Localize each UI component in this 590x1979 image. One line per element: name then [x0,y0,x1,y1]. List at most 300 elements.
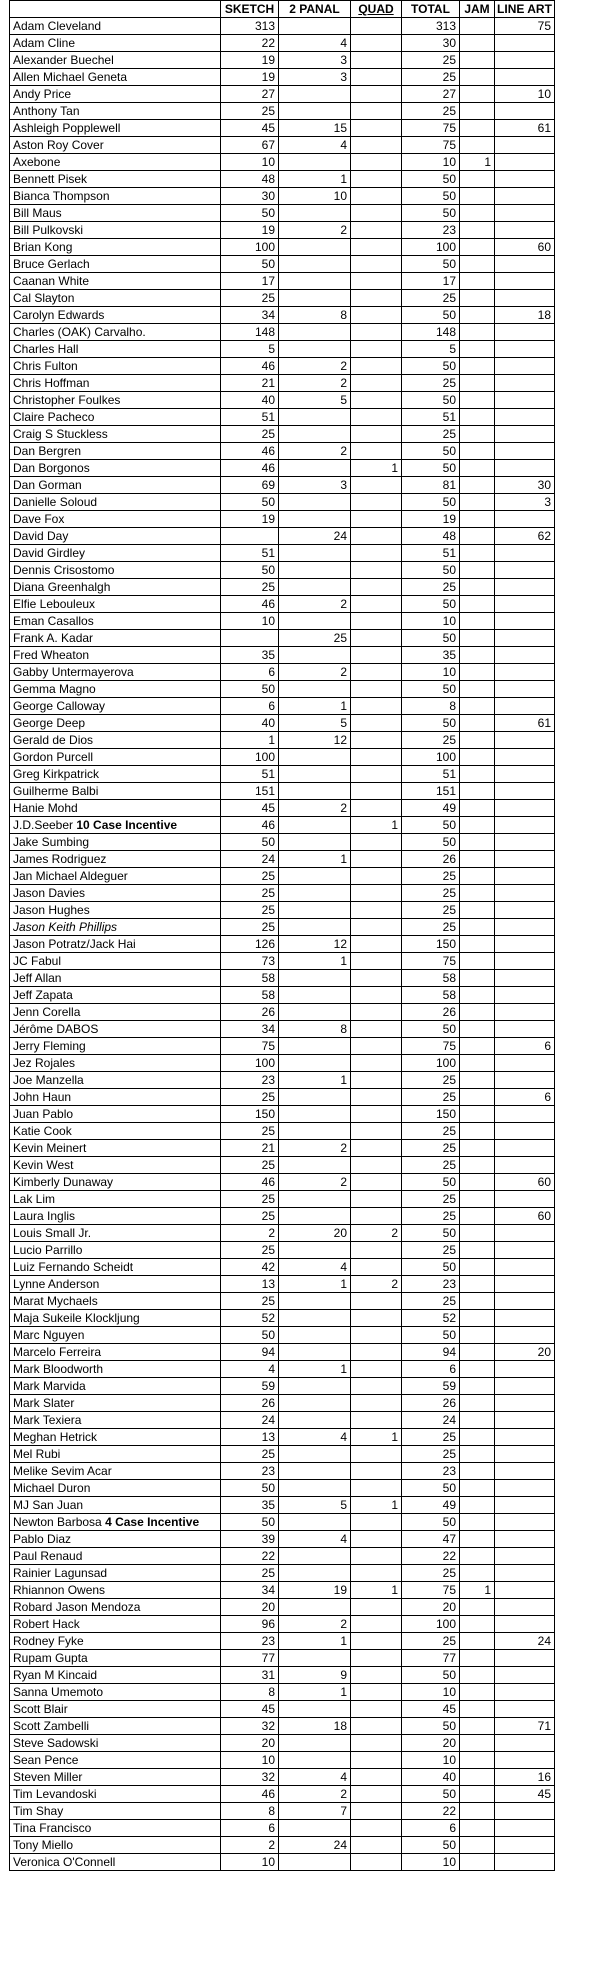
sketch-cell: 73 [221,953,279,970]
table-row [10,1004,555,1021]
artist-name: Robard Jason Mendoza [13,1600,141,1614]
artist-name: Aston Roy Cover [13,138,104,152]
table-row [10,1735,555,1752]
artist-name: Steven Miller [13,1770,83,1784]
artist-name-cell [10,1429,221,1446]
quad-cell [351,1752,402,1769]
artist-name: Jason Potratz/Jack Hai [13,937,136,951]
jam-cell [460,1208,495,1225]
sketch-cell: 23 [221,1633,279,1650]
jam-cell [460,868,495,885]
quad-cell [351,1140,402,1157]
jam-cell [460,596,495,613]
artist-name-cell [10,1786,221,1803]
quad-cell [351,1327,402,1344]
sketch-cell: 25 [221,1123,279,1140]
artist-name: Bruce Gerlach [13,257,90,271]
total-cell: 100 [402,1616,460,1633]
artist-name-cell [10,783,221,800]
total-cell: 50 [402,1259,460,1276]
two-panal-cell [279,545,351,562]
artist-name: Kevin West [13,1158,74,1172]
sketch-cell: 25 [221,868,279,885]
table-row [10,919,555,936]
sketch-cell: 23 [221,1463,279,1480]
jam-cell [460,1378,495,1395]
table-row [10,851,555,868]
total-cell: 25 [402,1191,460,1208]
quad-cell [351,902,402,919]
sketch-cell: 19 [221,511,279,528]
jam-cell [460,239,495,256]
artist-name: Kevin Meinert [13,1141,87,1155]
artist-name: Lak Lim [13,1192,56,1206]
sketch-cell: 45 [221,1701,279,1718]
line-art-cell [495,885,555,902]
total-cell: 150 [402,1106,460,1123]
sketch-cell: 50 [221,256,279,273]
total-cell: 50 [402,1021,460,1038]
table-row [10,188,555,205]
table-row [10,103,555,120]
jam-cell [460,647,495,664]
sketch-cell: 25 [221,919,279,936]
total-cell: 313 [402,18,460,35]
line-art-cell [495,1650,555,1667]
two-panal-cell [279,766,351,783]
jam-cell [460,1497,495,1514]
artist-name-cell [10,647,221,664]
jam-cell [460,1072,495,1089]
artist-name-cell [10,69,221,86]
two-panal-cell: 2 [279,596,351,613]
artist-name-cell [10,1633,221,1650]
artist-name-cell [10,1463,221,1480]
line-art-cell [495,1803,555,1820]
artist-name-cell [10,1293,221,1310]
artist-name-cell [10,851,221,868]
table-row [10,834,555,851]
two-panal-cell: 1 [279,851,351,868]
jam-cell [460,1565,495,1582]
line-art-cell [495,358,555,375]
jam-cell [460,834,495,851]
two-panal-cell: 1 [279,1072,351,1089]
total-cell: 50 [402,358,460,375]
artist-name: Bill Pulkovski [13,223,84,237]
quad-cell [351,1157,402,1174]
quad-cell [351,681,402,698]
artist-name: Eman Casallos [13,614,94,628]
sketch-cell: 31 [221,1667,279,1684]
line-art-cell: 45 [495,1786,555,1803]
artist-name-cell [10,545,221,562]
sketch-cell: 6 [221,1820,279,1837]
artist-name-cell [10,1497,221,1514]
quad-cell [351,1412,402,1429]
quad-cell [351,800,402,817]
artist-name: James Rodriguez [13,852,107,866]
table-row [10,1344,555,1361]
artist-name: MJ San Juan [13,1498,84,1512]
artist-name: J.D.Seeber [13,818,74,832]
total-cell: 5 [402,341,460,358]
quad-cell [351,970,402,987]
total-cell: 25 [402,1293,460,1310]
artist-name: Scott Zambelli [13,1719,90,1733]
artist-name: Jeff Allan [13,971,62,985]
line-art-cell [495,596,555,613]
artist-name-cell [10,1276,221,1293]
two-panal-cell [279,1446,351,1463]
table-row [10,239,555,256]
artist-name-cell [10,358,221,375]
table-row [10,698,555,715]
sketch-cell: 25 [221,426,279,443]
quad-cell [351,1786,402,1803]
line-art-cell [495,1701,555,1718]
two-panal-cell: 2 [279,1140,351,1157]
sketch-cell: 25 [221,885,279,902]
artist-name: John Haun [13,1090,72,1104]
line-art-cell: 60 [495,1208,555,1225]
two-panal-cell [279,987,351,1004]
two-panal-cell [279,1412,351,1429]
two-panal-cell [279,1055,351,1072]
sketch-cell: 17 [221,273,279,290]
quad-cell [351,375,402,392]
table-row [10,256,555,273]
line-art-cell [495,1157,555,1174]
jam-cell [460,1361,495,1378]
total-cell: 10 [402,1752,460,1769]
total-cell: 50 [402,205,460,222]
artist-name: Tina Francisco [13,1821,92,1835]
artist-name: Dan Borgonos [13,461,90,475]
jam-cell [460,1786,495,1803]
two-panal-cell: 4 [279,1259,351,1276]
quad-cell [351,1208,402,1225]
quad-cell [351,409,402,426]
total-cell: 47 [402,1531,460,1548]
line-art-cell [495,1820,555,1837]
jam-cell [460,1055,495,1072]
artist-name: Danielle Soloud [13,495,98,509]
table-row [10,1480,555,1497]
table-row [10,1327,555,1344]
line-art-cell [495,103,555,120]
sketch-cell: 42 [221,1259,279,1276]
two-panal-cell: 3 [279,52,351,69]
sketch-cell [221,528,279,545]
line-art-cell [495,698,555,715]
two-panal-cell: 2 [279,1174,351,1191]
artist-name-cell [10,1650,221,1667]
line-art-cell: 10 [495,86,555,103]
artist-name-cell [10,52,221,69]
table-row [10,443,555,460]
artist-name: Juan Pablo [13,1107,74,1121]
artist-name: Dan Gorman [13,478,82,492]
line-art-cell [495,273,555,290]
sketch-cell: 19 [221,52,279,69]
table-row [10,902,555,919]
table-row [10,69,555,86]
two-panal-cell [279,1701,351,1718]
header-jam: JAM [460,1,495,18]
two-panal-cell: 2 [279,1786,351,1803]
total-cell: 10 [402,154,460,171]
quad-cell [351,1310,402,1327]
table-row [10,868,555,885]
sketch-cell: 96 [221,1616,279,1633]
line-art-cell [495,1412,555,1429]
quad-cell [351,171,402,188]
jam-cell [460,358,495,375]
total-cell: 51 [402,545,460,562]
jam-cell [460,86,495,103]
jam-cell [460,222,495,239]
total-cell: 17 [402,273,460,290]
sketch-cell: 2 [221,1837,279,1854]
two-panal-cell: 2 [279,222,351,239]
total-cell: 25 [402,868,460,885]
table-row [10,987,555,1004]
total-cell: 30 [402,35,460,52]
two-panal-cell [279,647,351,664]
jam-cell [460,273,495,290]
table-row [10,1616,555,1633]
total-cell: 23 [402,222,460,239]
sketch-cell: 50 [221,681,279,698]
artist-name-cell [10,1361,221,1378]
total-cell: 25 [402,732,460,749]
quad-cell [351,494,402,511]
line-art-cell: 71 [495,1718,555,1735]
artist-name: Axebone [13,155,61,169]
quad-cell [351,1837,402,1854]
two-panal-cell [279,1123,351,1140]
quad-cell [351,1446,402,1463]
artist-name: Mark Bloodworth [13,1362,104,1376]
jam-cell [460,987,495,1004]
sketch-cell: 26 [221,1004,279,1021]
artist-name-cell [10,698,221,715]
artist-name-cell [10,936,221,953]
quad-cell [351,749,402,766]
two-panal-cell: 2 [279,443,351,460]
quad-cell [351,392,402,409]
table-row [10,1531,555,1548]
total-cell: 25 [402,1123,460,1140]
artist-name: Robert Hack [13,1617,80,1631]
two-panal-cell [279,1038,351,1055]
total-cell: 10 [402,613,460,630]
jam-cell [460,1599,495,1616]
table-row [10,647,555,664]
jam-cell [460,885,495,902]
jam-cell [460,1038,495,1055]
table-row [10,1361,555,1378]
jam-cell [460,1735,495,1752]
two-panal-cell [279,460,351,477]
total-cell: 59 [402,1378,460,1395]
sketch-cell: 20 [221,1735,279,1752]
header-2-panal: 2 PANAL [279,1,351,18]
sketch-cell: 94 [221,1344,279,1361]
line-art-cell [495,1055,555,1072]
line-art-cell [495,443,555,460]
total-cell: 25 [402,902,460,919]
quad-cell [351,1531,402,1548]
total-cell: 100 [402,749,460,766]
line-art-cell [495,1225,555,1242]
artist-name: Chris Fulton [13,359,78,373]
two-panal-cell: 10 [279,188,351,205]
two-panal-cell [279,1293,351,1310]
table-row [10,579,555,596]
two-panal-cell: 1 [279,1684,351,1701]
quad-cell [351,1514,402,1531]
jam-cell [460,1021,495,1038]
quad-cell [351,868,402,885]
two-panal-cell [279,86,351,103]
two-panal-cell [279,1599,351,1616]
sketch-cell: 48 [221,171,279,188]
total-cell: 50 [402,596,460,613]
line-art-cell: 24 [495,1633,555,1650]
line-art-cell [495,1548,555,1565]
artist-name-cell [10,426,221,443]
artist-name: Chris Hoffman [13,376,90,390]
artist-name: Maja Sukeile Klockljung [13,1311,140,1325]
total-cell: 45 [402,1701,460,1718]
line-art-cell: 3 [495,494,555,511]
artist-name-cell [10,664,221,681]
sketch-cell: 50 [221,1514,279,1531]
artist-name: Marc Nguyen [13,1328,85,1342]
jam-cell [460,902,495,919]
quad-cell [351,1616,402,1633]
two-panal-cell: 1 [279,171,351,188]
quad-cell [351,1344,402,1361]
table-row [10,1650,555,1667]
quad-cell [351,834,402,851]
artist-name: Scott Blair [13,1702,68,1716]
artist-name-cell [10,1565,221,1582]
artist-name: Laura Inglis [13,1209,76,1223]
line-art-cell [495,1021,555,1038]
quad-cell [351,511,402,528]
jam-cell [460,1191,495,1208]
sketch-cell: 75 [221,1038,279,1055]
table-row [10,1174,555,1191]
table-row [10,596,555,613]
total-cell: 50 [402,1480,460,1497]
line-art-cell [495,545,555,562]
sketch-cell: 100 [221,1055,279,1072]
two-panal-cell: 8 [279,1021,351,1038]
line-art-cell [495,1837,555,1854]
quad-cell [351,715,402,732]
quad-cell [351,1259,402,1276]
line-art-cell [495,834,555,851]
sketch-cell: 25 [221,1157,279,1174]
quad-cell [351,647,402,664]
total-cell: 50 [402,817,460,834]
artist-name-cell [10,1412,221,1429]
total-cell: 50 [402,1837,460,1854]
quad-cell [351,1021,402,1038]
artist-name-cell [10,1752,221,1769]
sketch-cell: 39 [221,1531,279,1548]
artist-name-cell [10,1735,221,1752]
quad-cell [351,1174,402,1191]
artist-name: Mark Marvida [13,1379,86,1393]
artist-name: Greg Kirkpatrick [13,767,100,781]
total-cell: 50 [402,1667,460,1684]
line-art-cell [495,222,555,239]
two-panal-cell: 1 [279,953,351,970]
two-panal-cell [279,409,351,426]
two-panal-cell: 19 [279,1582,351,1599]
table-row [10,1395,555,1412]
quad-cell [351,341,402,358]
quad-cell [351,766,402,783]
total-cell: 40 [402,1769,460,1786]
jam-cell [460,1752,495,1769]
quad-cell [351,1854,402,1871]
table-row [10,1412,555,1429]
jam-cell [460,800,495,817]
jam-cell [460,970,495,987]
sketch-cell: 25 [221,1242,279,1259]
jam-cell [460,1480,495,1497]
quad-cell [351,1565,402,1582]
two-panal-cell [279,1463,351,1480]
jam-cell [460,477,495,494]
jam-cell [460,664,495,681]
total-cell: 19 [402,511,460,528]
artist-name-cell [10,970,221,987]
line-art-cell [495,290,555,307]
line-art-cell [495,630,555,647]
line-art-cell [495,1276,555,1293]
sketch-cell: 313 [221,18,279,35]
table-row [10,1854,555,1871]
table-row [10,749,555,766]
total-cell: 8 [402,698,460,715]
sketch-cell: 2 [221,1225,279,1242]
artist-name: Jenn Corella [13,1005,81,1019]
two-panal-cell [279,817,351,834]
line-art-cell [495,970,555,987]
jam-cell [460,1123,495,1140]
total-cell: 50 [402,392,460,409]
quad-cell [351,358,402,375]
artist-name-cell [10,1531,221,1548]
quad-cell [351,290,402,307]
table-row [10,1514,555,1531]
two-panal-cell: 4 [279,35,351,52]
line-art-cell [495,732,555,749]
total-cell: 50 [402,307,460,324]
line-art-cell: 16 [495,1769,555,1786]
sketch-cell: 46 [221,596,279,613]
table-row [10,630,555,647]
total-cell: 150 [402,936,460,953]
artist-name-cell [10,188,221,205]
